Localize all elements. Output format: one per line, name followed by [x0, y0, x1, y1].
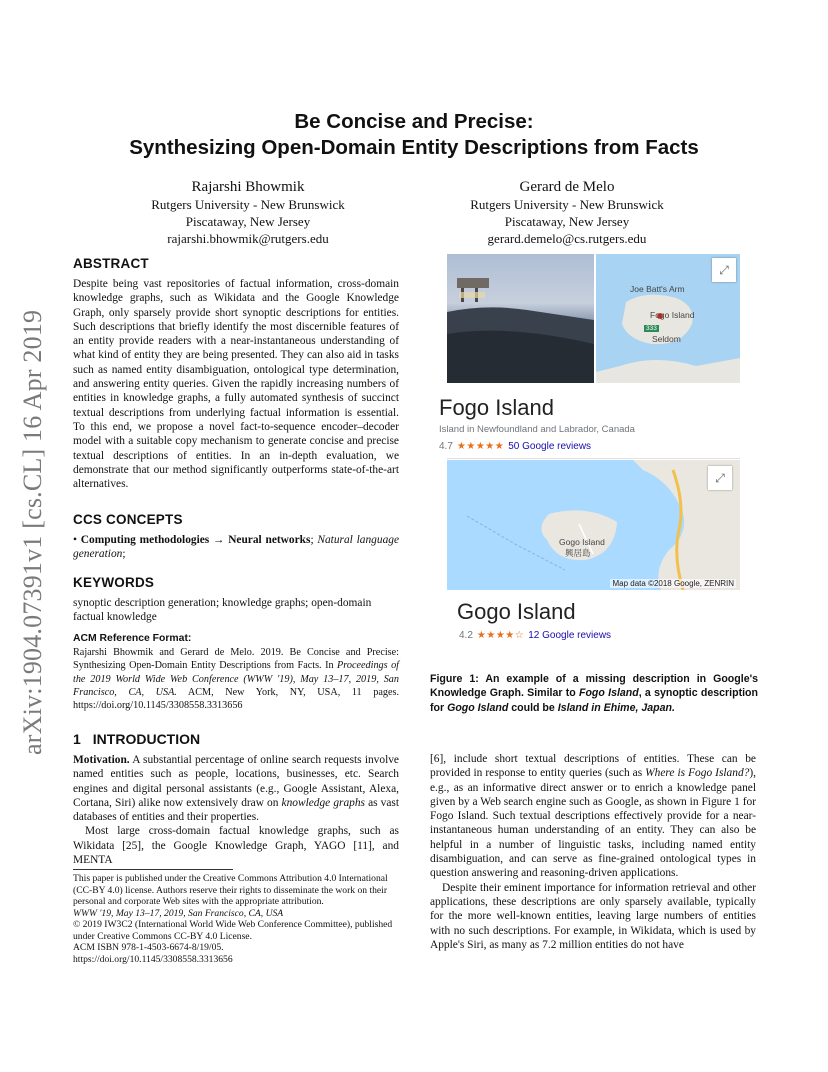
intro-heading: [73, 731, 399, 747]
keywords-text: synoptic description generation; knowledge graphs; open-domain factual knowledge: [73, 597, 372, 624]
title-line-2: Synthesizing Open-Domain Entity Descriptions from Facts: [129, 136, 699, 159]
intro-p1-end: as vast databases of entities and their properties.: [73, 796, 399, 824]
caption-italic-2: Gogo Island: [447, 701, 509, 714]
panel-divider: [447, 458, 740, 459]
footnote-isbn: ACM ISBN 978-1-4503-6674-8/19/05.: [73, 942, 224, 953]
map-label-fogo-island: Fogo Island: [650, 310, 695, 320]
paper-title: [0, 109, 828, 161]
right-p1-b: ), e.g., as an informative direct answer or to enrich a knowledge panel given by a Web search engine such as Google, as shown in Figure 1 for Fogo Island. Such textual descriptions effectively provide for a near-instantaneous human understanding of an entity. They can also be helpful in a number of linguistic tasks, including named entity disambiguation, and can serve as fine-grained ontological types in question answering and reasoning-driven applications.: [430, 767, 756, 880]
author-block-2: [417, 178, 717, 247]
caption-italic-3: Island in Ehime, Japan.: [557, 701, 675, 714]
rating-value: 4.7: [439, 441, 453, 452]
ccs-text: [73, 533, 399, 562]
title-line-1: Be Concise and Precise:: [294, 110, 534, 133]
author-email[interactable]: gerard.demelo@cs.rutgers.edu: [487, 230, 647, 246]
rating-value: 4.2: [459, 630, 473, 641]
acm-ref-part1: Rajarshi Bhowmik and Gerard de Melo. 2019. Be Concise and Precise: Synthesizing Open-Domain Entity Descriptions from Facts. In: [73, 647, 399, 672]
section-number: 1: [73, 731, 81, 747]
author-email[interactable]: rajarshi.bhowmik@rutgers.edu: [167, 230, 329, 246]
right-p1-a: [6], include short textual descriptions of entities. These can be provided in response to entity queries (such as: [430, 753, 756, 780]
acm-ref-text: [73, 646, 399, 712]
author-affiliation: Rutgers University - New Brunswick: [470, 197, 664, 212]
caption-italic-1: Fogo Island: [578, 687, 639, 700]
abstract-heading: ABSTRACT: [73, 256, 149, 271]
intro-p1: A substantial percentage of online search requests involve named entities such as people, locations, businesses, etc. Search engines and digital personal assistants (e.g., Google Assistant, Alexa, Cortana, Siri) alike now extensively draw on: [73, 754, 399, 809]
intro-lead: Motivation.: [73, 754, 130, 766]
rating-row: [459, 630, 611, 641]
reviews-link[interactable]: 50 Google reviews: [508, 441, 592, 452]
acm-ref-part2: ACM, New York, NY, USA, 11 pages. https://doi.org/10.1145/3308558.3313656: [73, 686, 399, 712]
abstract-section: [73, 256, 399, 491]
right-p1-italic: Where is Fogo Island?: [645, 767, 750, 780]
intro-p1-italic: knowledge graphs: [281, 796, 365, 809]
keywords-heading: KEYWORDS: [73, 575, 155, 590]
intro-paragraph-2: Most large cross-domain factual knowledge graphs, such as Wikidata [25], the Google Knowledge Graph, YAGO [11], and MENTA: [73, 825, 399, 867]
map-land: [447, 460, 740, 590]
map-label-japanese: 興居島: [565, 548, 591, 558]
author-name: Gerard de Melo: [519, 179, 615, 195]
reviews-link[interactable]: 12 Google reviews: [528, 630, 612, 641]
knowledge-panel-subtitle: Island in Newfoundland and Labrador, Canada: [439, 424, 635, 435]
expand-icon[interactable]: ⤢: [708, 466, 732, 490]
intro-paragraph-1: [73, 753, 399, 824]
figure-1: [439, 254, 740, 650]
fogo-island-photo: [447, 254, 594, 383]
rating-row: [439, 441, 591, 452]
acm-ref-italic: Proceedings of the 2019 World Wide Web Conference (WWW '19), May 13–17, 2019, San Francisco, CA, USA.: [73, 660, 399, 698]
author-affiliation: Rutgers University - New Brunswick: [151, 197, 345, 212]
caption-part-c: could be: [508, 701, 558, 714]
author-block-1: [98, 178, 398, 247]
caption-part-a: Figure 1: An example of a missing description in Google's Knowledge Graph. Similar to: [430, 673, 758, 700]
ccs-heading: CCS CONCEPTS: [73, 512, 183, 527]
ccs-sep: ;: [310, 534, 318, 546]
ccs-section: [73, 512, 399, 562]
star-rating-icon: ★★★★★: [456, 441, 505, 452]
figure-caption: [430, 672, 758, 715]
map-copyright: Map data ©2018 Google, ZENRIN: [612, 579, 734, 588]
right-paragraph-2: Despite their eminent importance for information retrieval and other applications, these descriptions are only sparsely available, typically for the more well-known entities, leaving large numbers of entities with no such descriptions. For example, in Wikidata, which is used by Apple's Siri, as many as 7.2 million entities do not have: [430, 881, 756, 951]
footnote-rule: [73, 869, 233, 870]
star-rating-icon: ★★★★☆: [476, 630, 525, 641]
right-column-body: [430, 752, 756, 952]
map-label-joe-batts-arm: Joe Batt's Arm: [630, 284, 685, 294]
road-shield: 333: [646, 325, 657, 332]
footnote-conference: WWW '19, May 13–17, 2019, San Francisco, CA, USA: [73, 907, 284, 919]
introduction-section: [73, 731, 399, 867]
author-location: Piscataway, New Jersey: [185, 213, 311, 229]
ccs-end: ;: [122, 548, 126, 561]
caption-part-b: , a synoptic description for: [430, 687, 758, 714]
expand-icon[interactable]: ⤢: [712, 258, 736, 282]
footnote-doi[interactable]: https://doi.org/10.1145/3308558.3313656: [73, 953, 233, 965]
footnote-license: This paper is published under the Creative Commons Attribution 4.0 International (CC-BY 4.0) license. Authors reserve their rights to disseminate the work on their personal and corporate Web sites with the appropriate attribution.: [73, 873, 388, 907]
map-label-seldom: Seldom: [652, 334, 681, 344]
arxiv-stamp: arXiv:1904.07391v1 [cs.CL] 16 Apr 2019: [18, 309, 47, 755]
ccs-italic: Natural language generation: [73, 534, 400, 561]
keywords-section: [73, 575, 399, 625]
ccs-bullet: •: [73, 534, 81, 546]
photo-drawing: [447, 254, 594, 383]
knowledge-panel-title: Fogo Island: [439, 395, 554, 420]
footnote-block: [73, 873, 399, 965]
acm-ref-heading: ACM Reference Format:: [73, 633, 192, 644]
author-name: Rajarshi Bhowmik: [191, 179, 305, 195]
right-paragraph-1: [430, 752, 756, 881]
map-label-gogo-island: Gogo Island: [559, 537, 605, 547]
author-location: Piscataway, New Jersey: [504, 213, 630, 229]
gogo-island-map[interactable]: [447, 460, 740, 590]
ccs-bold: Computing methodologies → Neural networks: [80, 534, 311, 546]
abstract-text: Despite being vast repositories of factual information, cross-domain knowledge graphs, such as Wikidata and the Google Knowledge Graph, only sparsely provide short synoptic descriptions for entities. Such descriptions that briefly identify the most discernible features of an entity provide readers with a near-instantaneous understanding of what kind of entity they are being presented. They can also aid in tasks such as named entity disambiguation, ontological type determination, and answering entity queries. Given the rapidly increasing numbers of entities in knowledge graphs, a fully automated synthesis of succinct textual descriptions from underlying factual information is essential. To this end, we propose a novel fact-to-sequence encoder–decoder model with a suitable copy mechanism to generate concise and precise textual descriptions of entities. In an in-depth evaluation, we demonstrate that our method significantly outperforms state-of-the-art alternatives.: [73, 278, 399, 491]
acm-reference: [73, 633, 399, 712]
section-title: INTRODUCTION: [92, 731, 201, 747]
footnote-copyright: © 2019 IW3C2 (International World Wide Web Conference Committee), published under Creative Commons CC-BY 4.0 License.: [73, 919, 393, 942]
fogo-island-map[interactable]: [596, 254, 740, 383]
knowledge-panel-title: Gogo Island: [457, 599, 576, 624]
